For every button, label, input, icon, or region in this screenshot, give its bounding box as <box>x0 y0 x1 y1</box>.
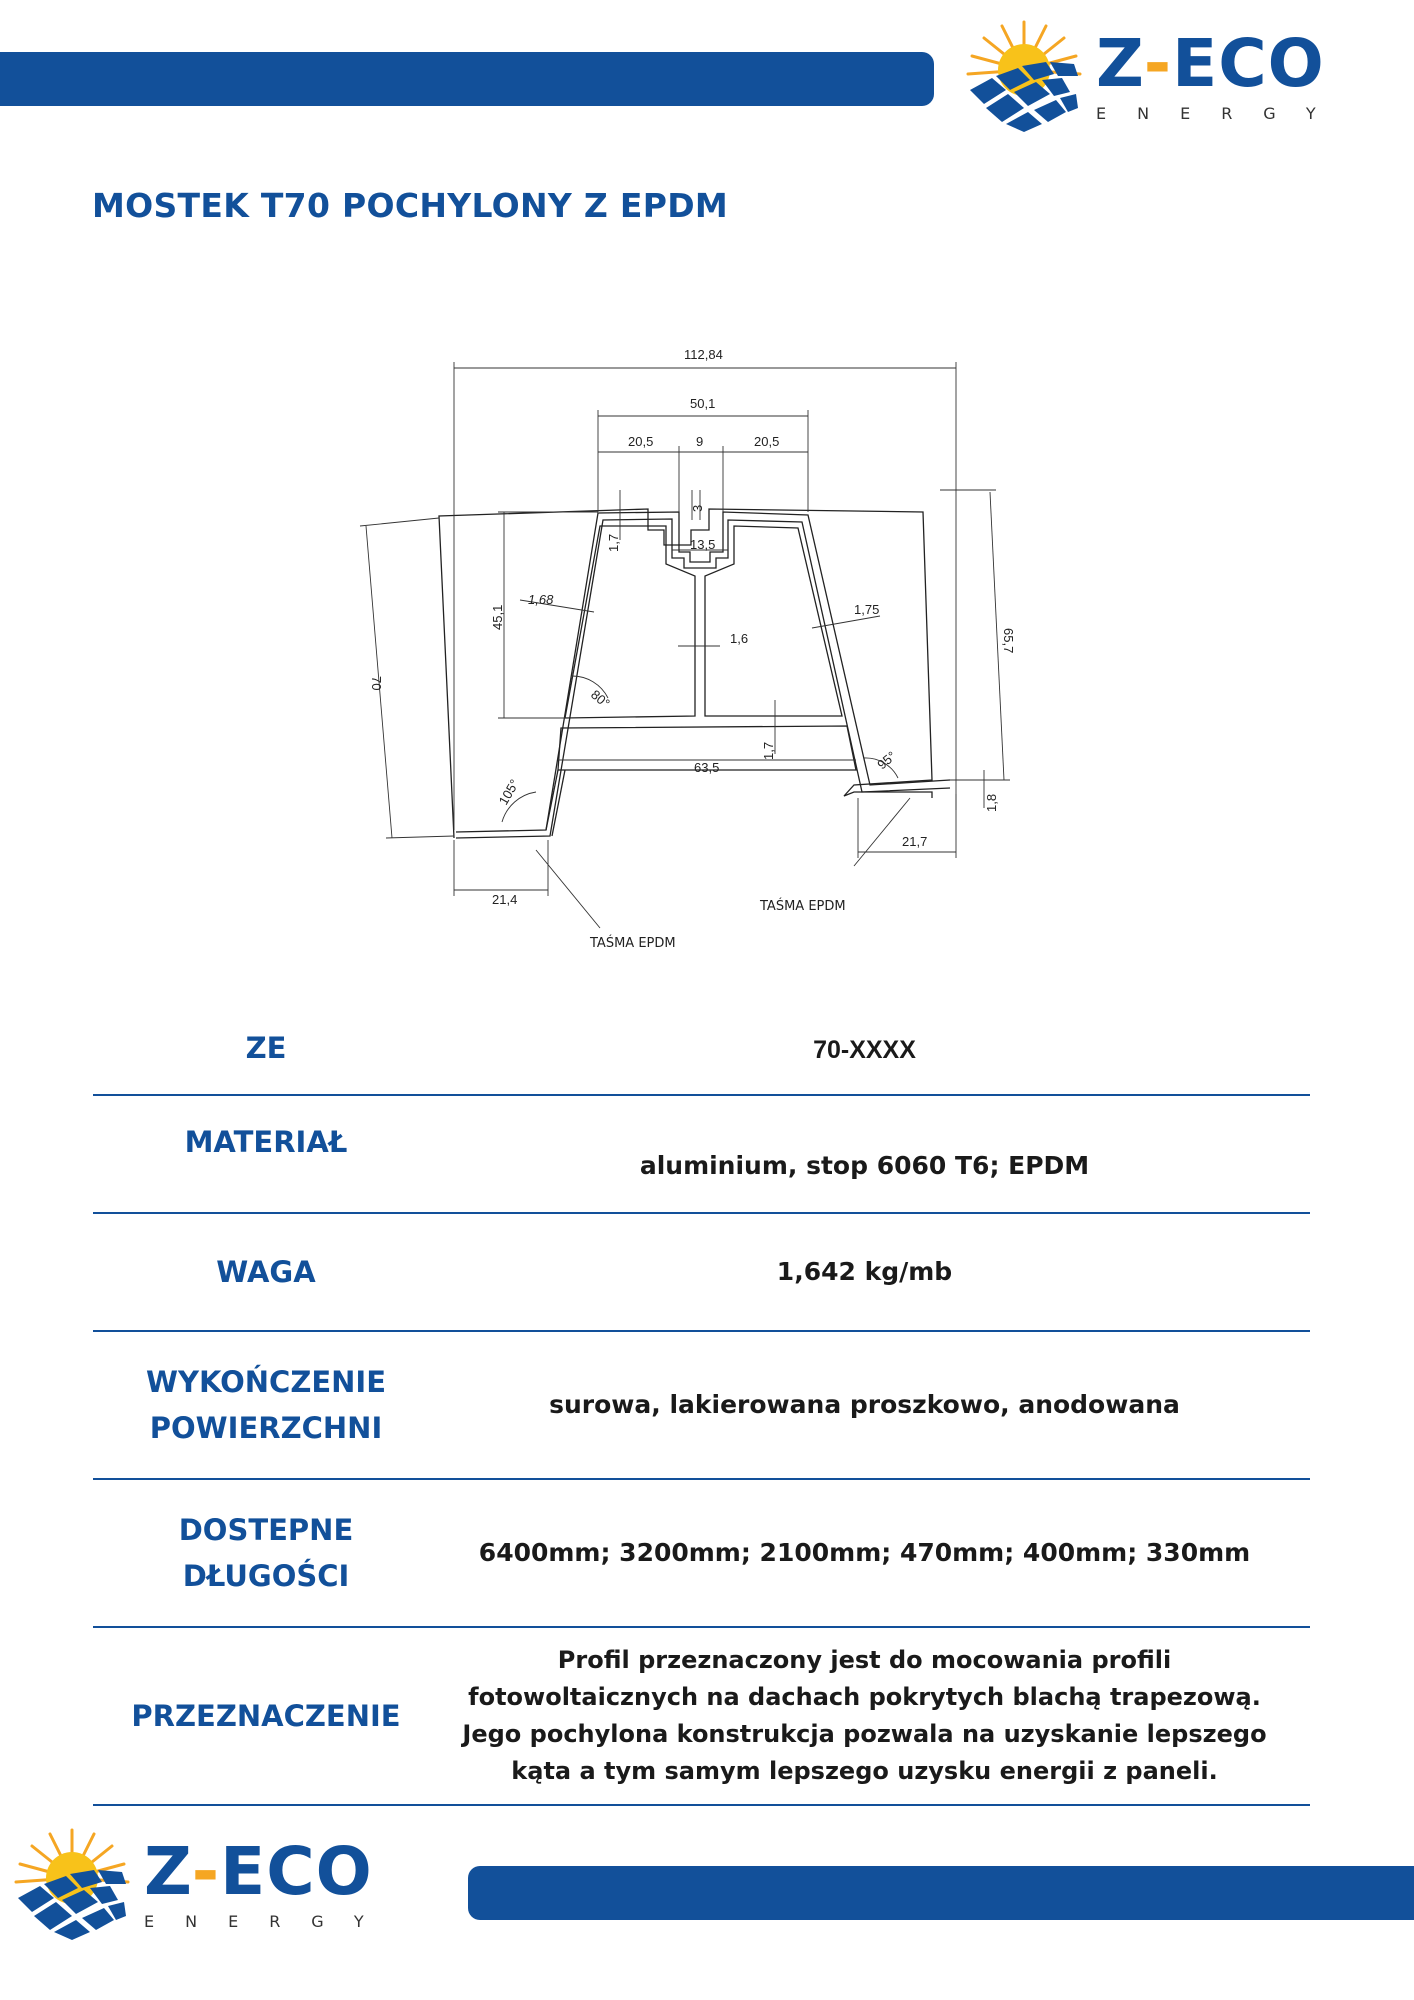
svg-text:63,5: 63,5 <box>694 760 720 775</box>
tape-label-left: TAŚMA EPDM <box>590 936 676 951</box>
logo-tagline: ENERGY <box>1096 104 1347 123</box>
svg-text:45,1: 45,1 <box>490 604 505 630</box>
svg-text:3: 3 <box>690 504 705 512</box>
spec-value: surowa, lakierowana proszkowo, anodowana <box>549 1390 1180 1419</box>
svg-text:112,84: 112,84 <box>684 347 723 362</box>
spec-row-purpose <box>93 1628 1310 1806</box>
spec-row-code <box>93 1010 1310 1096</box>
spec-row-finish <box>93 1332 1310 1480</box>
spec-key: WAGA <box>216 1255 316 1289</box>
company-logo-footer <box>10 1826 395 1942</box>
spec-value: aluminium, stop 6060 T6; EPDM <box>639 1151 1090 1180</box>
footer-bar <box>468 1866 1414 1920</box>
svg-text:50,1: 50,1 <box>690 396 716 411</box>
tape-label-right: TAŚMA EPDM <box>760 899 846 914</box>
spec-key: DOSTEPNE DŁUGOŚCI <box>178 1513 354 1593</box>
svg-text:20,5: 20,5 <box>754 434 780 449</box>
svg-text:1,8: 1,8 <box>984 793 999 812</box>
svg-text:80°: 80° <box>588 686 613 711</box>
svg-text:20,5: 20,5 <box>628 434 654 449</box>
svg-text:21,4: 21,4 <box>492 892 518 907</box>
company-logo <box>962 18 1347 134</box>
spec-key: WYKOŃCZENIE POWIERZCHNI <box>145 1365 387 1445</box>
spec-key: PRZEZNACZENIE <box>131 1699 401 1733</box>
svg-text:1,75: 1,75 <box>854 602 880 617</box>
spec-row-material <box>93 1096 1310 1214</box>
spec-value: 70-XXXX <box>813 1036 916 1064</box>
profile-technical-drawing <box>350 340 1050 960</box>
spec-row-lengths <box>93 1480 1310 1628</box>
svg-text:13,5: 13,5 <box>690 537 716 552</box>
spec-row-weight <box>93 1214 1310 1332</box>
header-bar <box>0 52 934 106</box>
svg-text:70: 70 <box>369 676 384 691</box>
spec-key: ZE <box>245 1031 287 1065</box>
svg-text:1,6: 1,6 <box>730 631 749 646</box>
svg-text:1,7: 1,7 <box>606 533 621 552</box>
sun-solar-panel-icon <box>10 1826 134 1942</box>
page-title: MOSTEK T70 POCHYLONY Z EPDM <box>92 186 729 225</box>
svg-text:65,7: 65,7 <box>1001 628 1016 654</box>
svg-text:9: 9 <box>696 434 704 449</box>
svg-text:21,7: 21,7 <box>902 834 928 849</box>
dimension-labels <box>369 347 1016 951</box>
spec-value: Profil przeznaczony jest do mocowania profili fotowoltaicznych na dachach pokrytych blachą trapezową. Jego pochylona konstrukcja pozwala na uzyskanie lepszego kąta a tym samym lepszego uzysku energii z paneli. <box>462 1646 1267 1785</box>
svg-text:1,7: 1,7 <box>761 741 776 760</box>
svg-text:95°: 95° <box>874 748 899 773</box>
sun-solar-panel-icon <box>962 18 1086 134</box>
logo-wordmark: Z-ECO <box>144 1833 373 1910</box>
svg-text:1,68: 1,68 <box>528 592 554 607</box>
specification-table <box>93 1010 1310 1806</box>
logo-tagline: ENERGY <box>144 1912 395 1931</box>
spec-value: 6400mm; 3200mm; 2100mm; 470mm; 400mm; 330mm <box>478 1538 1251 1567</box>
svg-text:105°: 105° <box>495 776 523 808</box>
spec-value: 1,642 kg/mb <box>776 1257 953 1286</box>
logo-wordmark: Z-ECO <box>1096 25 1325 102</box>
spec-key: MATERIAŁ <box>184 1125 348 1159</box>
